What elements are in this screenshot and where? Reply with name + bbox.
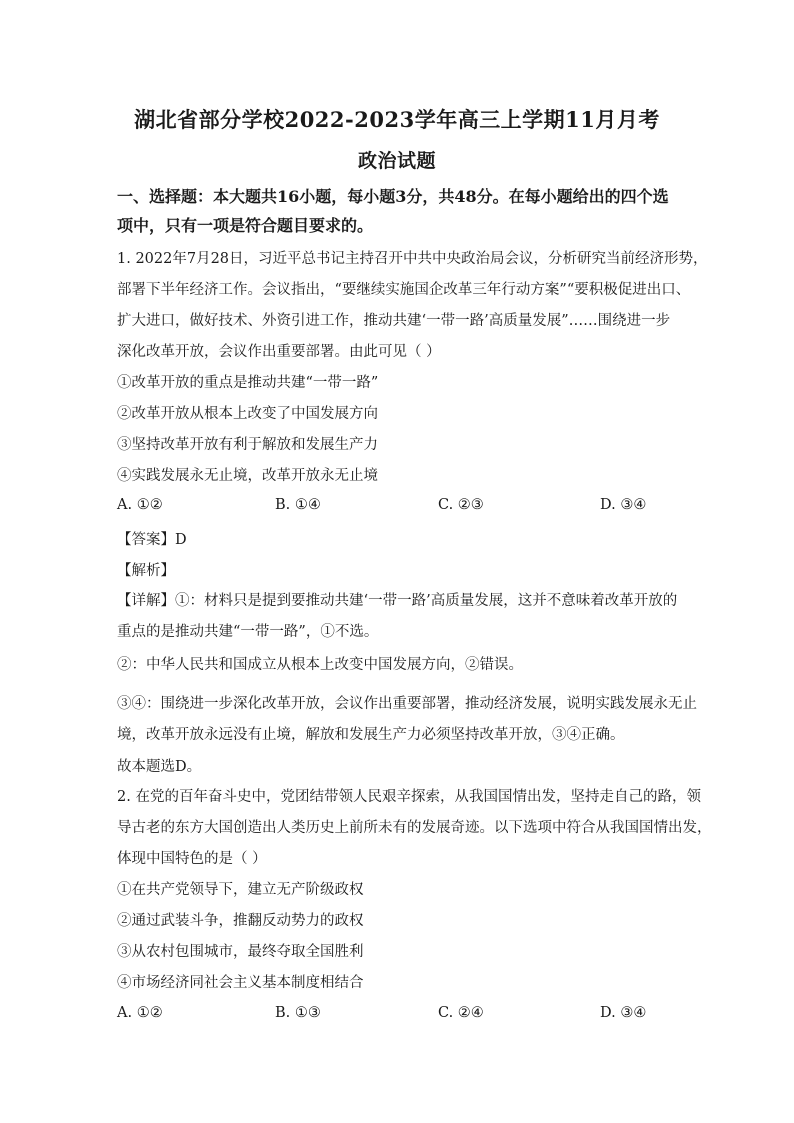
- q2-option-b: B. ①③: [275, 1005, 321, 1021]
- q1-answer: 【答案】D: [117, 532, 187, 548]
- q1-stem-line-2: 部署下半年经济工作。会议指出，“要继续实施国企改革三年行动方案”“要积极促进出口、: [117, 282, 691, 298]
- q2-option-a: A. ①②: [117, 1005, 163, 1021]
- q1-analysis-line-4: ③④：围绕进一步深化改革开放，会议作出重要部署，推动经济发展，说明实践发展永无止: [117, 696, 697, 712]
- q1-statement-1: ①改革开放的重点是推动共建“一带一路”: [117, 375, 379, 391]
- q1-stem-line-1: 1. 2022年7月28日，习近平总书记主持召开中共中央政治局会议，分析研究当前经济形势，: [117, 251, 708, 267]
- q1-analysis-label: 【解析】: [117, 563, 175, 579]
- q1-analysis-line-5: 境，改革开放永远没有止境，解放和发展生产力必须坚持改革开放，③④正确。: [117, 727, 625, 743]
- q1-analysis-line-3: ②：中华人民共和国成立从根本上改变中国发展方向，②错误。: [117, 657, 523, 673]
- q2-stem-line-1: 2. 在党的百年奋斗史中，党团结带领人民艰辛探索，从我国国情出发，坚持走自己的路，领: [117, 789, 701, 805]
- q2-stem-line-2: 导古老的东方大国创造出人类历史上前所未有的发展奇迹。以下选项中符合从我国国情出发，: [117, 820, 712, 836]
- q2-statement-2: ②通过武装斗争，推翻反动势力的政权: [117, 913, 364, 929]
- q1-statement-2: ②改革开放从根本上改变了中国发展方向: [117, 406, 378, 422]
- q1-analysis-line-2: 重点的是推动共建“一带一路”，①不选。: [117, 624, 379, 640]
- q1-stem-line-4: 深化改革开放，会议作出重要部署。由此可见（ ）: [117, 344, 441, 360]
- q1-option-b: B. ①④: [275, 497, 321, 513]
- q1-stem-line-3: 扩大进口，做好技术、外资引进工作，推动共建‘一带一路’高质量发展”……围绕进一步: [117, 313, 671, 329]
- exam-title: 湖北省部分学校2022-2023学年高三上学期11月月考: [134, 107, 660, 132]
- section-heading-line-1: 一、选择题：本大题共16小题，每小题3分，共48分。在每小题给出的四个选: [117, 187, 669, 206]
- q2-statement-1: ①在共产党领导下，建立无产阶级政权: [117, 882, 364, 898]
- q2-statement-3: ③从农村包围城市，最终夺取全国胜利: [117, 944, 364, 960]
- q2-statement-4: ④市场经济同社会主义基本制度相结合: [117, 975, 364, 991]
- q2-option-c: C. ②④: [438, 1005, 484, 1021]
- exam-subtitle: 政治试题: [357, 150, 436, 172]
- q1-analysis-line-6: 故本题选D。: [117, 759, 202, 775]
- section-heading-line-2: 项中，只有一项是符合题目要求的。: [117, 216, 374, 235]
- q1-option-c: C. ②③: [438, 497, 484, 513]
- q2-option-d: D. ③④: [600, 1005, 647, 1021]
- q1-option-d: D. ③④: [600, 497, 647, 513]
- q1-statement-3: ③坚持改革开放有利于解放和发展生产力: [117, 437, 378, 453]
- q2-stem-line-3: 体现中国特色的是（ ）: [117, 851, 267, 867]
- q1-analysis-line-1: 【详解】①：材料只是提到要推动共建‘一带一路’高质量发展，这并不意味着改革开放的: [117, 593, 678, 609]
- q1-statement-4: ④实践发展永无止境，改革开放永无止境: [117, 468, 378, 484]
- q1-option-a: A. ①②: [117, 497, 163, 513]
